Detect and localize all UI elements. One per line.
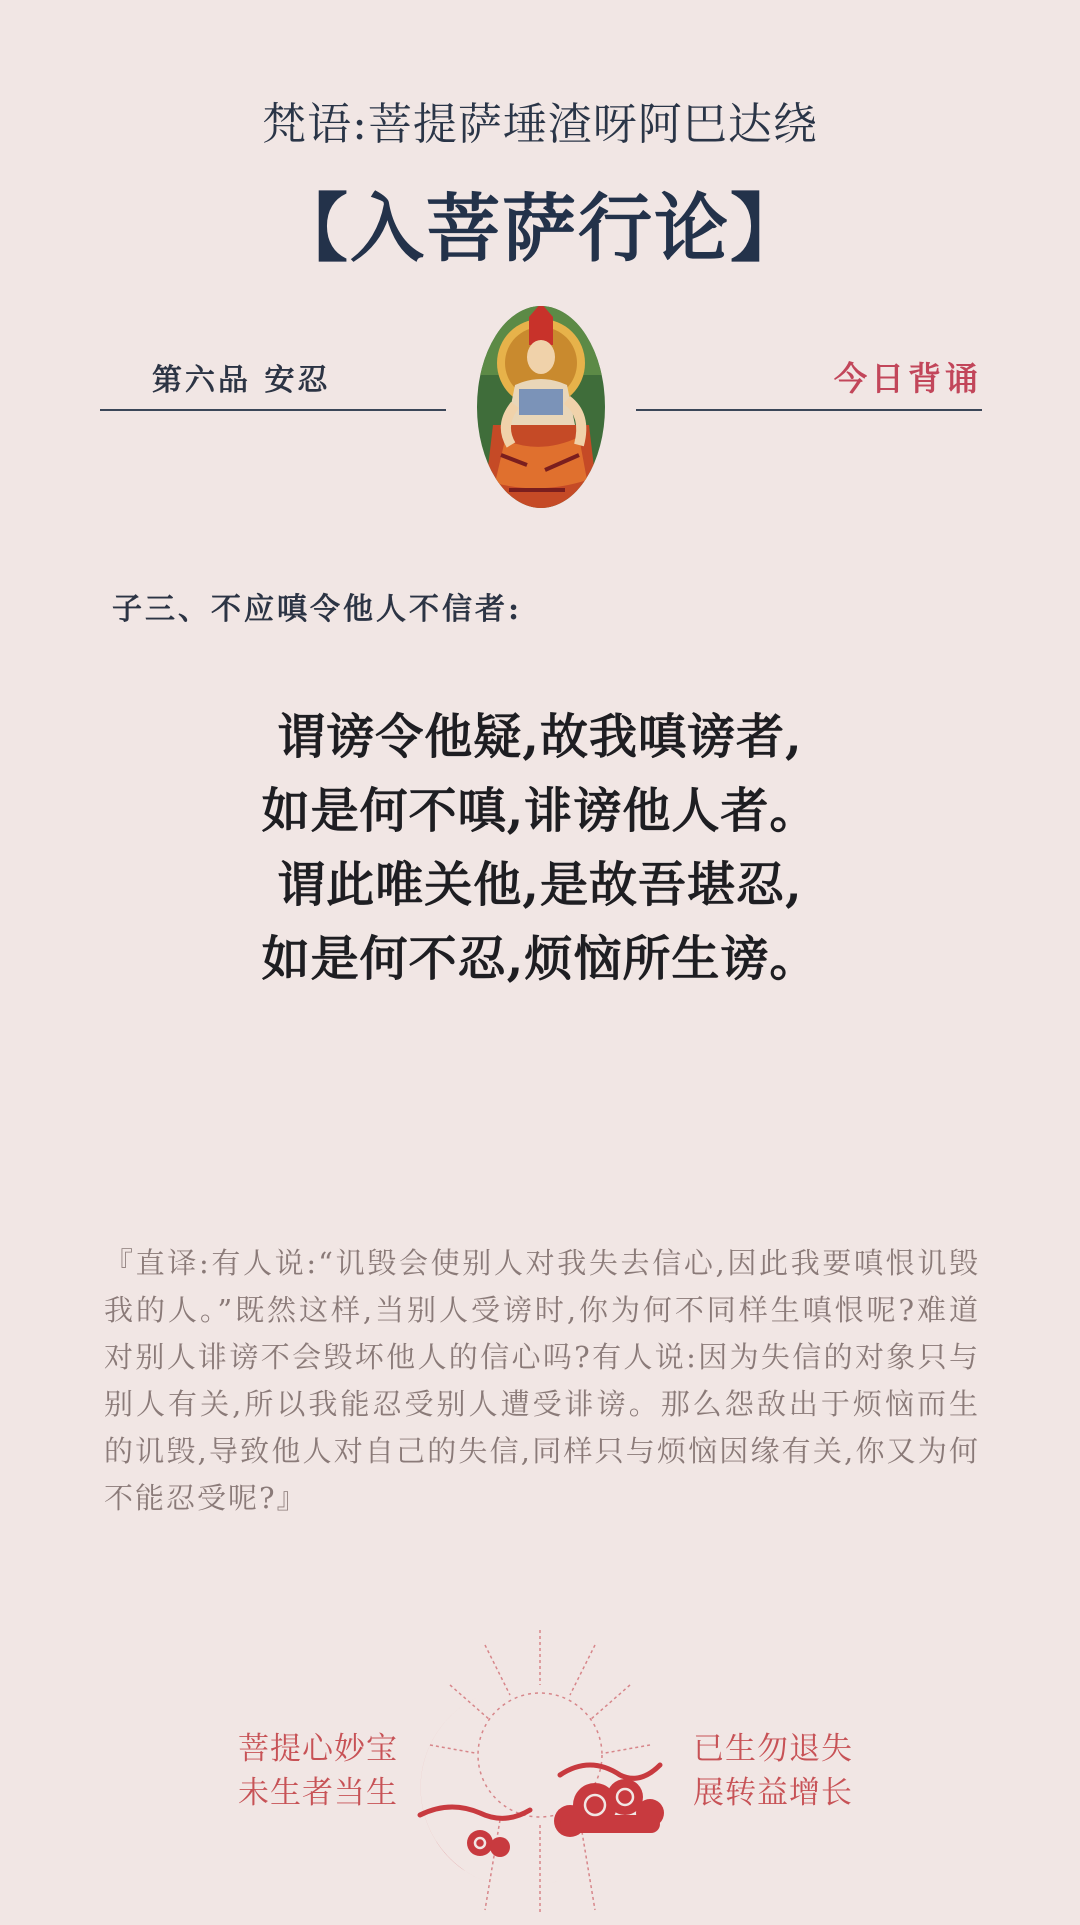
motto-right-line2: 展转益增长 xyxy=(693,1775,853,1811)
today-recite-label: 今日背诵 xyxy=(834,359,982,398)
motto-right xyxy=(693,1727,853,1815)
verse-line: 如是何不嗔,诽谤他人者。 xyxy=(261,783,819,839)
translation-paragraph: 『直译:有人说:“讥毁会使别人对我失去信心,因此我要嗔恨讥毁我的人。”既然这样,当别人受谤时,你为何不同样生嗔恨呢?难道对别人诽谤不会毁坏他人的信心吗?有人说:因为失信的对象只与别人有关,所以我能忍受别人遭受诽谤。那么怨敌出于烦恼而生的讥毁,导致他人对自己的失信,同样只与烦恼因缘有关,你又为何不能忍受呢?』 xyxy=(104,1246,980,1515)
motto-left-line1: 菩提心妙宝 xyxy=(238,1731,398,1767)
verse-block xyxy=(0,700,1080,996)
shantideva-portrait xyxy=(475,305,607,510)
chapter-label: 第六品 安忍 xyxy=(152,363,331,398)
sun-cloud-emblem xyxy=(390,1625,690,1925)
motto-right-line1: 已生勿退失 xyxy=(693,1731,853,1767)
motto-left xyxy=(238,1727,398,1815)
verse-line: 谓谤令他疑,故我嗔谤者, xyxy=(277,709,803,765)
verse-line: 谓此唯关他,是故吾堪忍, xyxy=(277,857,803,913)
motto-left-line2: 未生者当生 xyxy=(238,1775,398,1811)
divider-right xyxy=(636,409,982,411)
divider-left xyxy=(100,409,446,411)
section-heading: 子三、不应嗔令他人不信者: xyxy=(112,592,523,627)
sanskrit-title: 梵语:菩提萨埵渣呀阿巴达绕 xyxy=(262,99,818,150)
verse-line: 如是何不忍,烦恼所生谤。 xyxy=(261,931,819,987)
book-title: 【入菩萨行论】 xyxy=(274,186,806,272)
